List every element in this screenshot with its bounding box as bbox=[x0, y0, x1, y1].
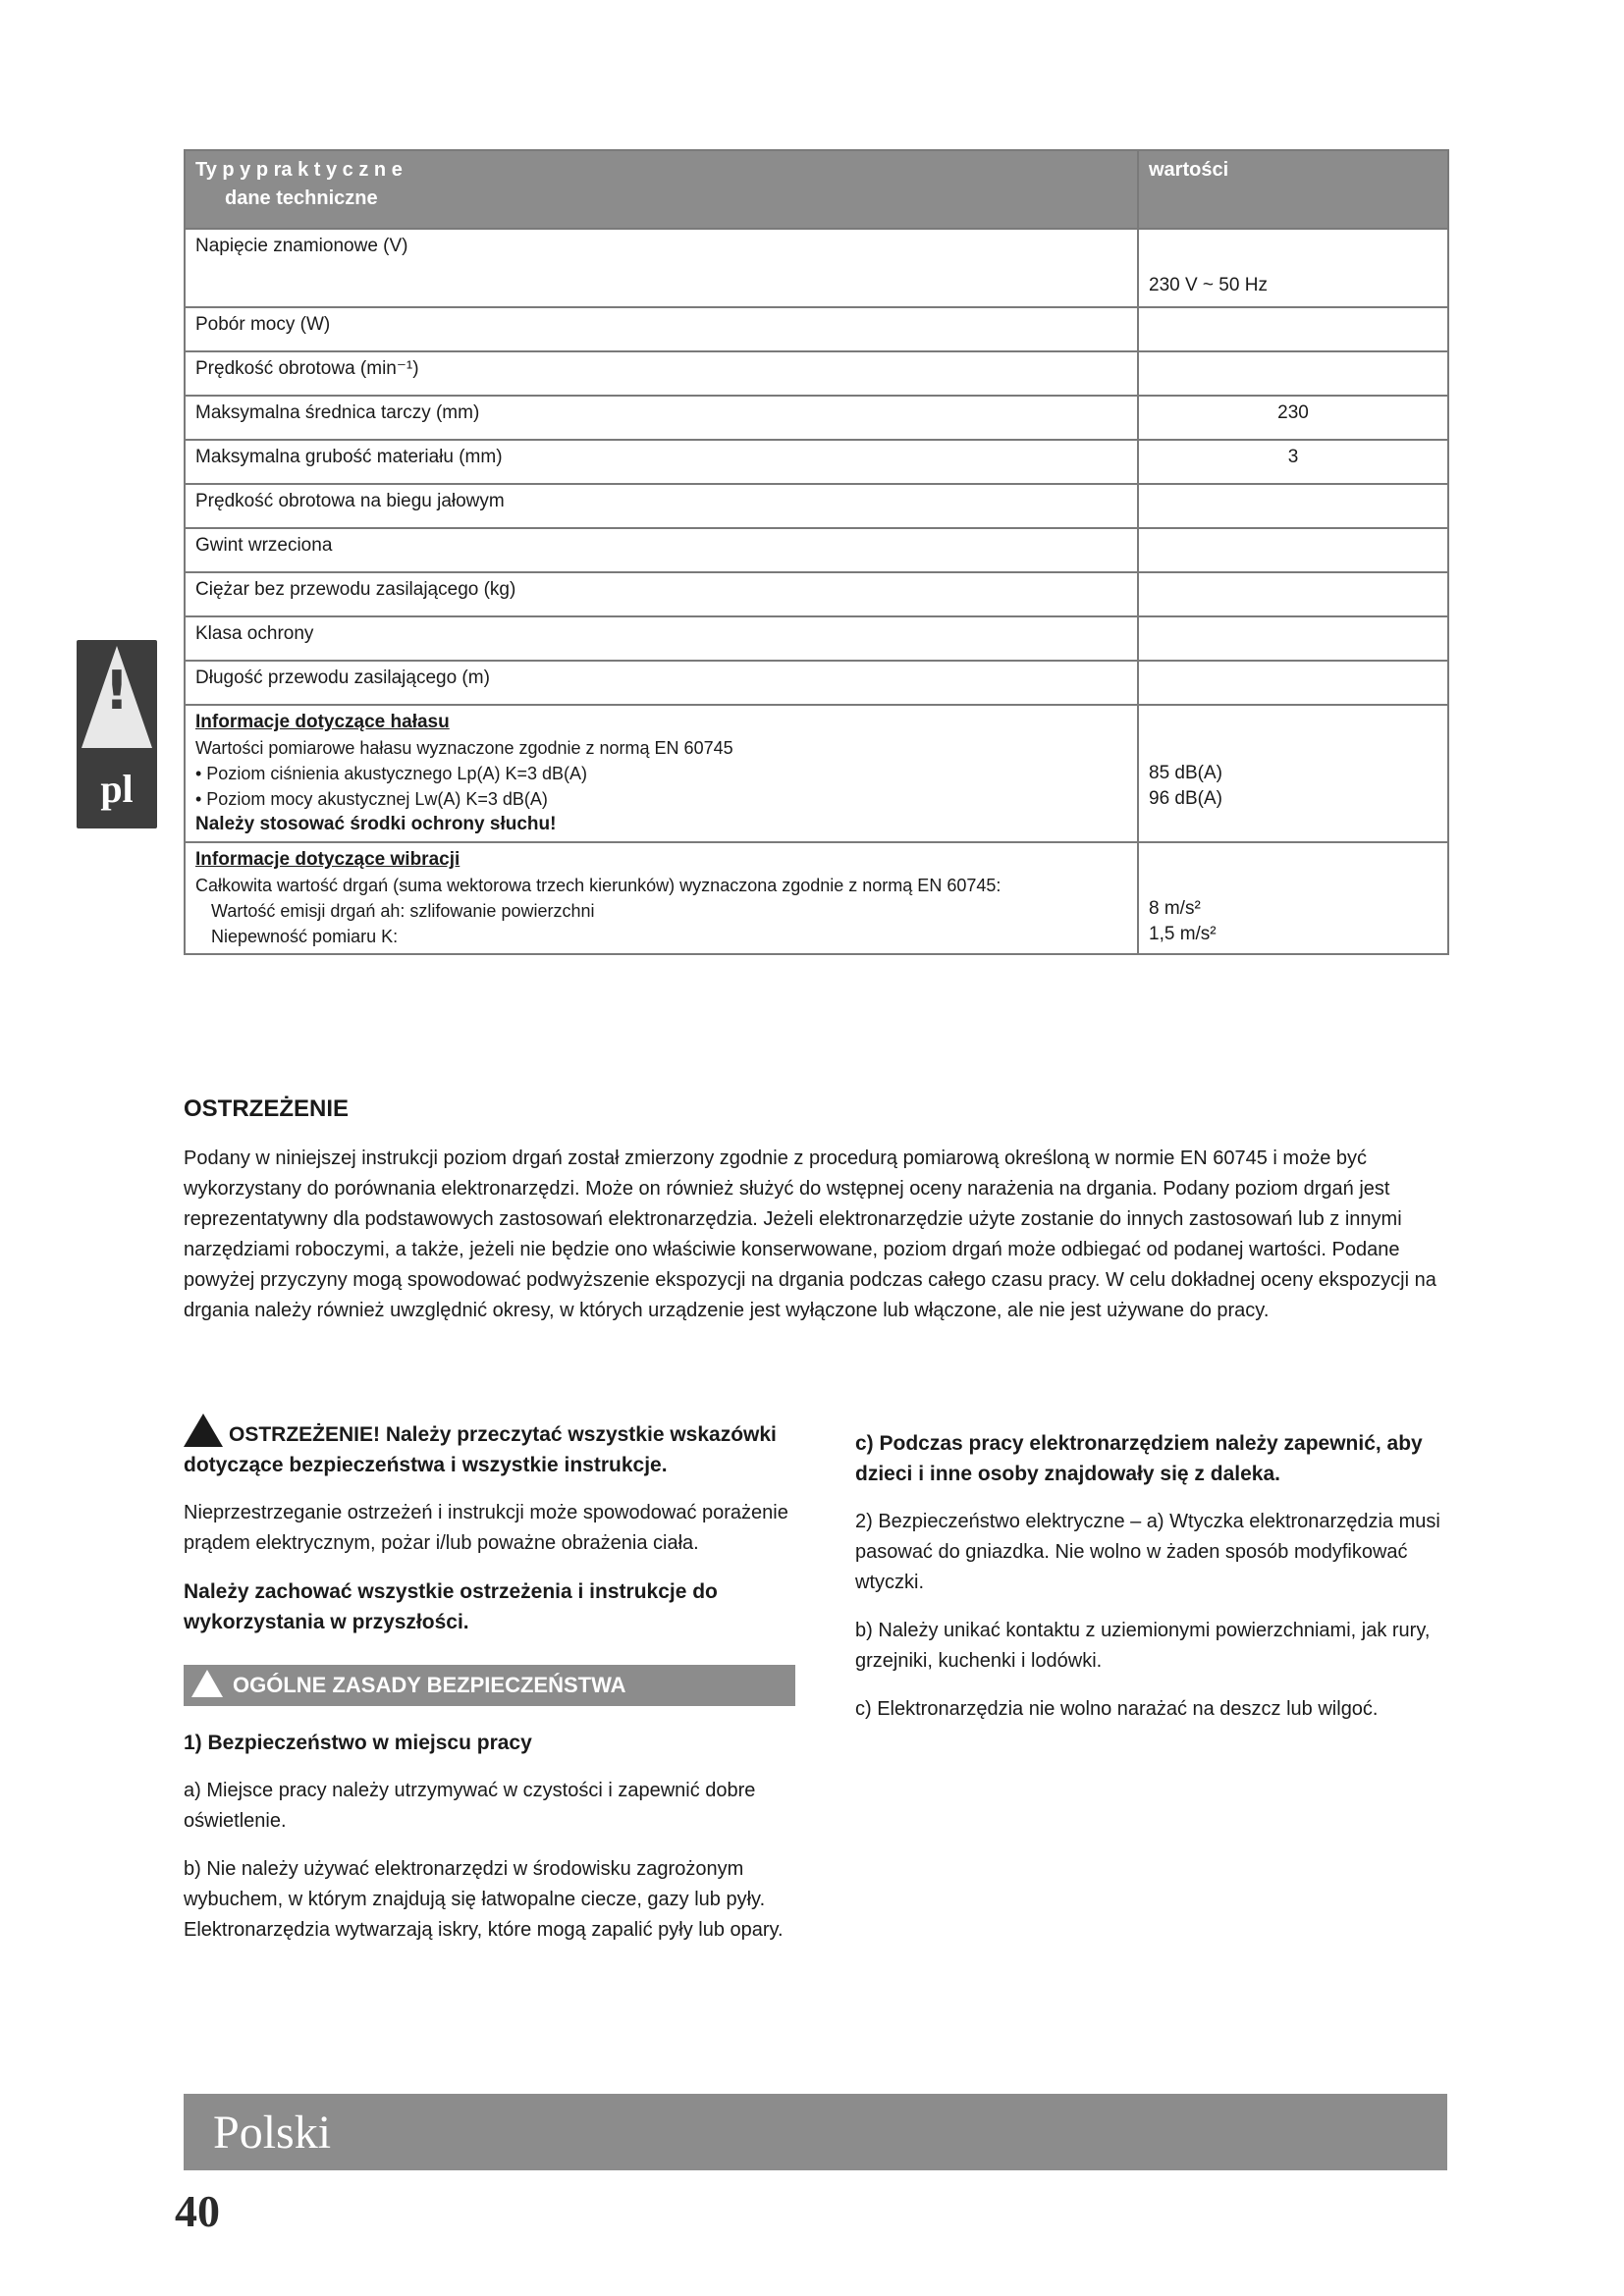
spec-label: Klasa ochrony bbox=[185, 616, 1138, 661]
vibration-line: Wartość emisji drgań ah: szlifowanie powierzchni bbox=[211, 901, 595, 921]
section-title: OSTRZEŻENIE bbox=[184, 1095, 350, 1122]
spec-value bbox=[1138, 484, 1448, 528]
noise-item: • Poziom mocy akustycznej Lw(A) K=3 dB(A) bbox=[195, 789, 548, 809]
vibration-title: Informacje dotyczące wibracji bbox=[195, 849, 460, 870]
exclamation-icon: ! bbox=[104, 660, 130, 721]
vibration-info bbox=[185, 842, 1138, 954]
table-header-right: wartości bbox=[1138, 150, 1448, 229]
left-column-lower bbox=[184, 1728, 795, 1963]
vibration-values bbox=[1138, 842, 1448, 954]
spec-value bbox=[1138, 661, 1448, 705]
workplace-heading: 1) Bezpieczeństwo w miejscu pracy bbox=[184, 1732, 532, 1754]
spec-value bbox=[1138, 528, 1448, 572]
noise-item: • Poziom ciśnienia akustycznego Lp(A) K=3 dB(A) bbox=[195, 764, 587, 783]
list-item: 2) Bezpieczeństwo elektryczne – a) Wtyczka elektronarzędzia musi pasować do gniazdka. Nie wolno w żaden sposób modyfikować wtyczki. bbox=[855, 1511, 1440, 1593]
warning-heading: OSTRZEŻENIE! Należy przeczytać wszystkie wskazówki dotyczące bezpieczeństwa i wszystkie instrukcje. bbox=[184, 1414, 795, 1480]
spec-label: Długość przewodu zasilającego (m) bbox=[185, 661, 1138, 705]
spec-label: Gwint wrzeciona bbox=[185, 528, 1138, 572]
spec-label: Napięcie znamionowe (V) bbox=[185, 229, 1138, 307]
vibration-line: Całkowita wartość drgań (suma wektorowa trzech kierunków) wyznaczona zgodnie z normą EN 60745: bbox=[195, 876, 1001, 895]
spec-table bbox=[184, 149, 1449, 955]
list-item: b) Nie należy używać elektronarzędzi w środowisku zagrożonym wybuchem, w którym znajdują się łatwopalne ciecze, gazy lub pyły. Elektronarzędzia wytwarzają iskry, które mogą zapalić pyły lub opary. bbox=[184, 1858, 784, 1941]
list-item: c) Podczas pracy elektronarzędziem należy zapewnić, aby dzieci i inne osoby znajdowały się z daleka. bbox=[855, 1432, 1423, 1485]
safety-bar: OGÓLNE ZASADY BEZPIECZEŃSTWA bbox=[184, 1665, 795, 1706]
warning-icon bbox=[191, 1670, 223, 1697]
spec-value bbox=[1138, 616, 1448, 661]
spec-label: Prędkość obrotowa (min⁻¹) bbox=[185, 351, 1138, 396]
section-paragraph: Podany w niniejszej instrukcji poziom drgań został zmierzony zgodnie z procedurą pomiarową określoną w normie EN 60745 i może być wykorzystany do porównania elektronarzędzi. Może on również służyć do wstępnej oceny narażenia na drgania. Podany poziom drgań jest reprezentatywny dla podstawowych zastosowań elektronarzędzia. Jeżeli elektronarzędzie użyte zostanie do innych zastosowań lub z innymi narzędziami roboczymi, a także, jeżeli nie będzie ono właściwie konserwowane, poziom drgań może odbiegać od podanej wartości. Podane powyżej przyczyny mogą spowodować podwyższenie ekspozycji na drgania podczas całego czasu pracy. W celu dokładnej oceny ekspozycji na drgania należy również uwzględnić okresy, w których urządzenie jest wyłączone lub włączone, ale nie jest używane do pracy. bbox=[184, 1148, 1436, 1321]
side-tab-lang: pl bbox=[100, 767, 134, 811]
spec-label: Pobór mocy (W) bbox=[185, 307, 1138, 351]
noise-values bbox=[1138, 705, 1448, 842]
list-item: c) Elektronarzędzia nie wolno narażać na deszcz lub wilgoć. bbox=[855, 1698, 1379, 1720]
left-column bbox=[184, 1414, 795, 1655]
spec-label: Prędkość obrotowa na biegu jałowym bbox=[185, 484, 1138, 528]
vibration-value: 1,5 m/s² bbox=[1149, 924, 1217, 944]
table-header-sub: dane techniczne bbox=[225, 187, 378, 209]
spec-value: 230 bbox=[1138, 396, 1448, 440]
warning-text: Nieprzestrzeganie ostrzeżeń i instrukcji może spowodować porażenie prądem elektrycznym, pożar i/lub poważne obrażenia ciała. bbox=[184, 1502, 788, 1554]
spec-value bbox=[1138, 572, 1448, 616]
noise-value: 85 dB(A) bbox=[1149, 763, 1222, 783]
vibration-line: Niepewność pomiaru K: bbox=[211, 927, 399, 946]
spec-value bbox=[1138, 307, 1448, 351]
noise-value: 96 dB(A) bbox=[1149, 788, 1222, 809]
noise-intro: Wartości pomiarowe hałasu wyznaczone zgodnie z normą EN 60745 bbox=[195, 738, 733, 758]
spec-value bbox=[1138, 351, 1448, 396]
spec-label: Maksymalna średnica tarczy (mm) bbox=[185, 396, 1138, 440]
footer-language-bar bbox=[184, 2094, 1447, 2170]
noise-title: Informacje dotyczące hałasu bbox=[195, 712, 450, 732]
noise-info bbox=[185, 705, 1138, 842]
table-header-left: Ty p y p ra k t y c z n e dane techniczne bbox=[185, 150, 1138, 229]
list-item: a) Miejsce pracy należy utrzymywać w czystości i zapewnić dobre oświetlenie. bbox=[184, 1780, 756, 1832]
right-column bbox=[855, 1428, 1447, 1742]
vibration-value: 8 m/s² bbox=[1149, 898, 1201, 919]
page-number: 40 bbox=[175, 2186, 220, 2236]
spec-value: 3 bbox=[1138, 440, 1448, 484]
spec-value: 230 V ~ 50 Hz bbox=[1138, 229, 1448, 307]
footer-language-name: Polski bbox=[213, 2107, 332, 2159]
warning-icon bbox=[184, 1414, 223, 1447]
keep-instructions: Należy zachować wszystkie ostrzeżenia i instrukcje do wykorzystania w przyszłości. bbox=[184, 1580, 718, 1633]
noise-note: Należy stosować środki ochrony słuchu! bbox=[195, 814, 557, 834]
warning-side-tab bbox=[77, 640, 157, 828]
spec-label: Ciężar bez przewodu zasilającego (kg) bbox=[185, 572, 1138, 616]
list-item: b) Należy unikać kontaktu z uziemionymi powierzchniami, jak rury, grzejniki, kuchenki i lodówki. bbox=[855, 1620, 1431, 1672]
spec-label: Maksymalna grubość materiału (mm) bbox=[185, 440, 1138, 484]
